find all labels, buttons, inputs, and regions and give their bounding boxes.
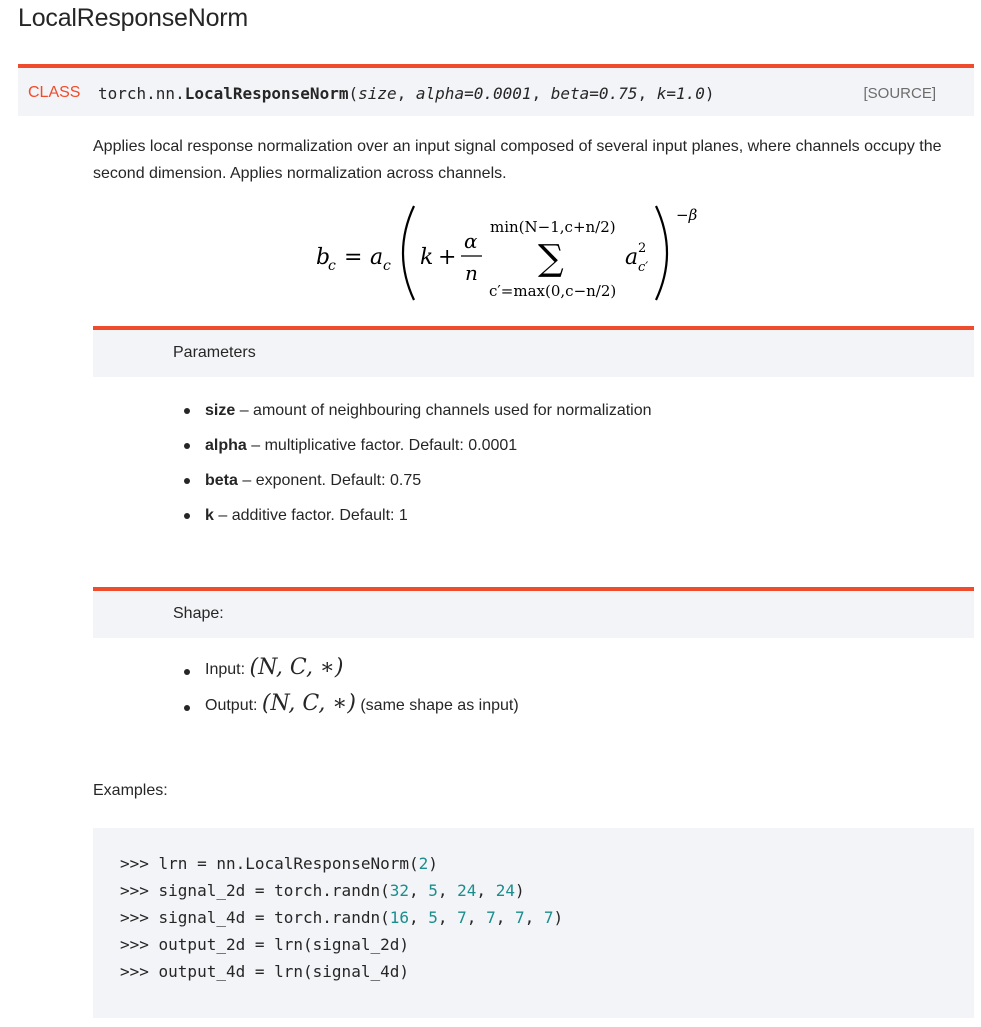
code-sep: , <box>466 908 487 927</box>
param-item-k <box>184 505 652 540</box>
bullet-icon <box>184 513 190 519</box>
code-number: 5 <box>428 881 438 900</box>
source-link[interactable]: [SOURCE] <box>863 85 936 102</box>
param-alpha: alpha=0.0001 <box>415 84 532 103</box>
param-item-beta <box>184 470 652 505</box>
code-tail: ) <box>553 908 564 927</box>
shape-output-note: (same shape as input) <box>355 697 519 714</box>
close-paren: ) <box>704 84 715 103</box>
shape-heading <box>93 587 974 638</box>
code-prompt: >>> <box>120 962 159 981</box>
parameters-heading-text: Parameters <box>173 344 256 361</box>
formula-eq: = <box>344 245 363 270</box>
class-label: CLASS <box>28 84 81 101</box>
formula-n: n <box>465 261 478 285</box>
code-number: 5 <box>428 908 438 927</box>
formula-lhs-sub: c <box>328 258 336 274</box>
param-size: size <box>358 84 397 103</box>
shape-output-math: (N, C, ∗) <box>261 691 356 716</box>
shape-input-math: (N, C, ∗) <box>249 655 344 680</box>
param-name: beta <box>205 472 238 489</box>
description: Applies local response normalization over an input signal composed of several input planes, where channels occupy the second dimension. Applies normalization across channels. <box>93 138 942 182</box>
code-line <box>120 908 563 927</box>
code-sep: , <box>476 881 496 900</box>
module-path: torch.nn. <box>98 84 185 103</box>
shape-input-label: Input: <box>205 661 250 678</box>
page-title: LocalResponseNorm <box>18 4 249 32</box>
code-line <box>120 962 409 981</box>
formula-right-paren <box>656 206 667 300</box>
code-sep: , <box>437 908 458 927</box>
code-line <box>120 854 438 873</box>
code-text: lrn = nn.LocalResponseNorm( <box>158 854 419 873</box>
code-line <box>120 935 409 954</box>
shape-input <box>184 657 519 693</box>
code-number: 16 <box>389 908 409 927</box>
lrn-formula <box>0 198 981 308</box>
formula-sigma: ∑ <box>538 238 564 279</box>
param-item-size <box>184 400 652 435</box>
signature-text: torch.nn.LocalResponseNorm(size, alpha=0.0001, beta=0.75, k=1.0) <box>98 84 715 103</box>
code-sep: , <box>408 908 429 927</box>
open-paren: ( <box>348 84 359 103</box>
parameters-list <box>184 400 652 540</box>
formula-left-paren <box>403 206 414 300</box>
code-tail: ) <box>428 854 438 873</box>
examples-label: Examples: <box>93 782 168 799</box>
shape-heading-text: Shape: <box>173 605 224 622</box>
param-desc: – amount of neighbouring channels used for normalization <box>235 402 652 419</box>
code-sep: , <box>408 881 429 900</box>
code-number: 7 <box>514 908 525 927</box>
code-sep: , <box>437 881 458 900</box>
formula-sum-lower: c′=max(0,c−n/2) <box>489 282 617 300</box>
code-number: 7 <box>543 908 554 927</box>
code-text: output_4d = lrn(signal_4d) <box>158 962 409 981</box>
formula-a-sub: c <box>383 258 391 274</box>
code-number: 24 <box>495 881 515 900</box>
param-name: k <box>205 507 214 524</box>
code-number: 7 <box>486 908 496 927</box>
code-text: output_2d = lrn(signal_2d) <box>158 935 409 954</box>
param-name: size <box>205 402 236 419</box>
code-sep: , <box>495 908 515 927</box>
formula-plus: + <box>438 245 457 270</box>
bullet-icon <box>184 705 190 711</box>
code-prompt: >>> <box>120 854 159 873</box>
param-k: k=1.0 <box>656 84 705 103</box>
formula-lhs: b <box>316 245 331 270</box>
shape-output <box>184 693 519 729</box>
code-line <box>120 881 525 900</box>
code-example <box>93 828 974 1018</box>
param-desc: – multiplicative factor. Default: 0.0001 <box>246 437 518 454</box>
formula-k: k <box>420 245 434 270</box>
code-number: 2 <box>418 854 429 873</box>
shape-list <box>184 657 519 729</box>
param-name: alpha <box>205 437 247 454</box>
formula-sum-upper: min(N−1,c+n/2) <box>490 218 616 236</box>
formula-a: a <box>370 245 384 270</box>
formula-power: −β <box>676 206 698 224</box>
param-desc: – exponent. Default: 0.75 <box>237 472 422 489</box>
code-text: signal_4d = torch.randn( <box>158 908 390 927</box>
param-desc: – additive factor. Default: 1 <box>213 507 408 524</box>
formula-alpha: α <box>464 229 478 253</box>
code-number: 32 <box>389 881 409 900</box>
param-item-alpha <box>184 435 652 470</box>
code-sep: , <box>524 908 544 927</box>
bullet-icon <box>184 443 190 449</box>
code-tail: ) <box>514 881 525 900</box>
code-prompt: >>> <box>120 935 159 954</box>
shape-output-label: Output: <box>205 697 262 714</box>
formula-term-sup: 2 <box>638 241 647 256</box>
bullet-icon <box>184 669 190 675</box>
code-text: signal_2d = torch.randn( <box>158 881 390 900</box>
bullet-icon <box>184 478 190 484</box>
bullet-icon <box>184 408 190 414</box>
function-name: LocalResponseNorm <box>184 84 349 103</box>
code-prompt: >>> <box>120 908 159 927</box>
param-beta: beta=0.75 <box>550 84 638 103</box>
class-signature <box>18 64 974 116</box>
code-number: 24 <box>457 881 477 900</box>
formula-term: a <box>625 245 639 270</box>
code-prompt: >>> <box>120 881 159 900</box>
code-number: 7 <box>457 908 467 927</box>
formula-term-sub: c′ <box>638 260 649 275</box>
parameters-heading <box>93 326 974 377</box>
